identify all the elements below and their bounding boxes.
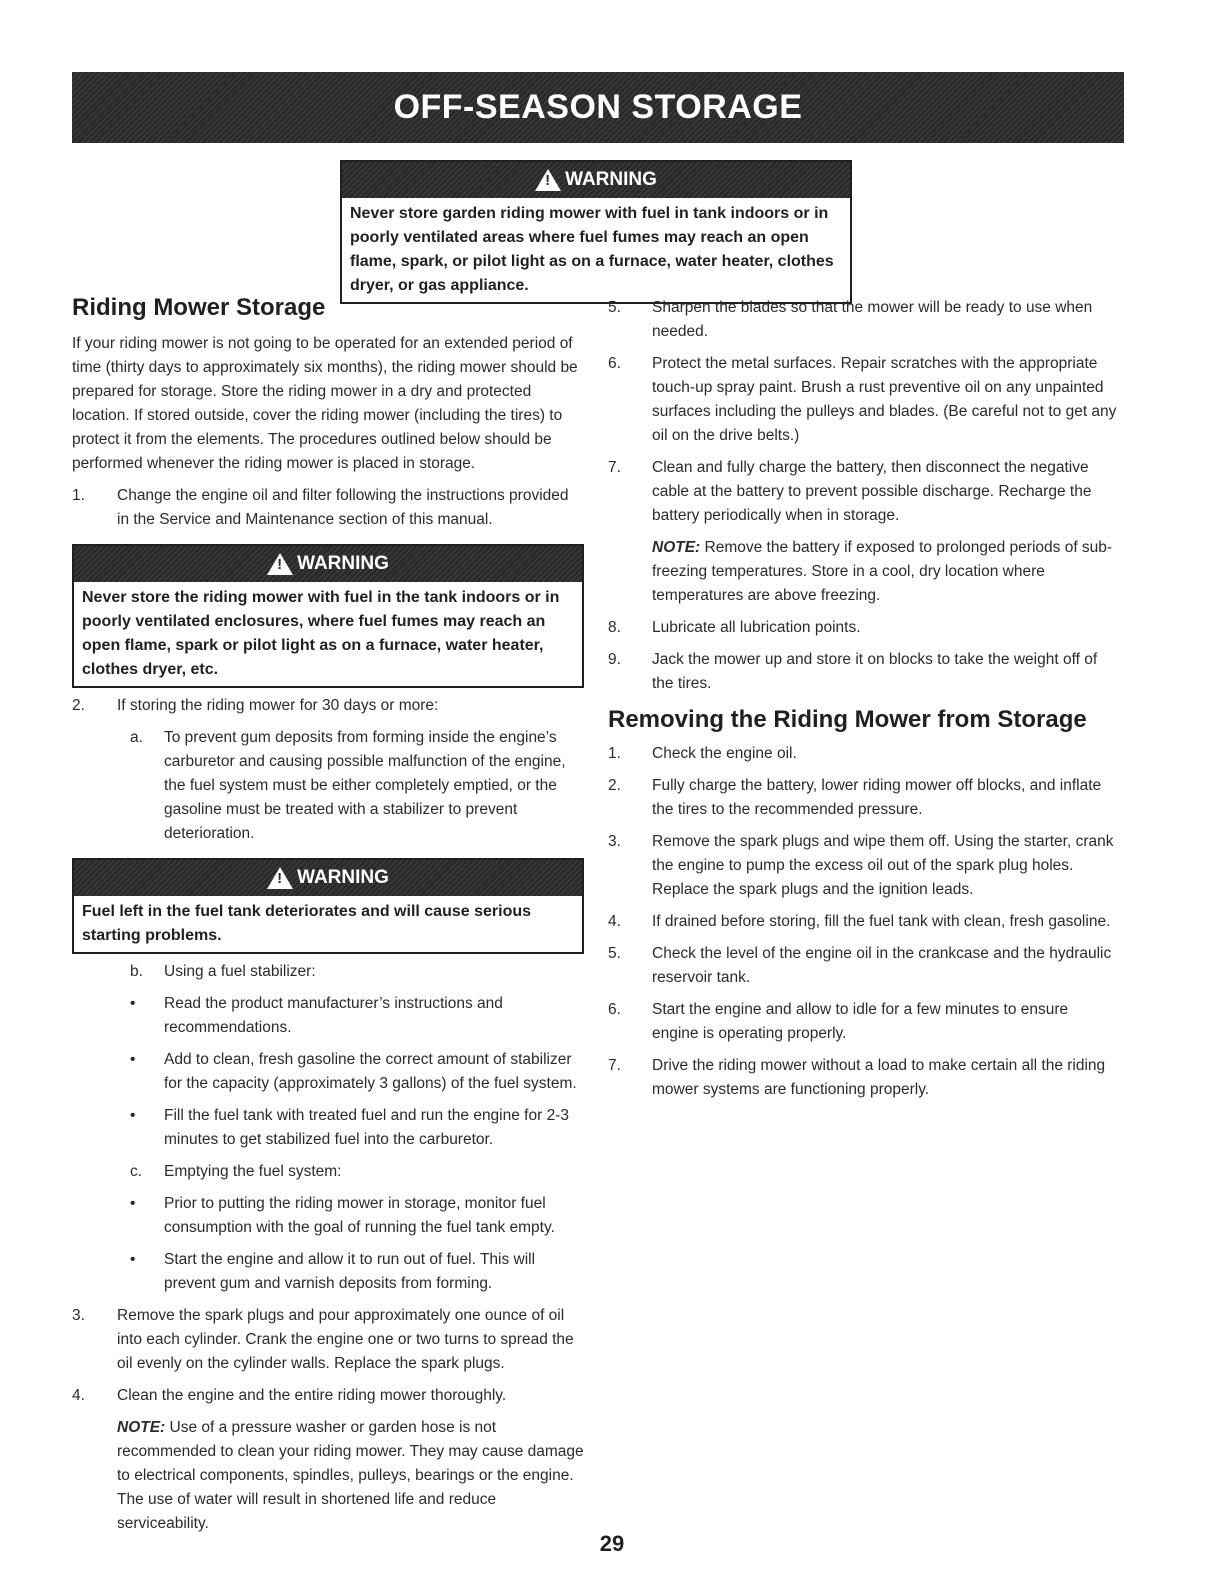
bullet-icon: •: [130, 995, 136, 1012]
left-column: [72, 296, 584, 1536]
list-item: [608, 942, 1118, 990]
page-title: OFF-SEASON STORAGE: [393, 88, 803, 126]
warning-triangle-icon: !: [267, 553, 293, 575]
section-title-riding-mower-storage: Riding Mower Storage: [72, 294, 326, 321]
list-item-step-3: [72, 1304, 584, 1376]
step-text: Start the engine and allow to idle for a few minutes to ensure engine is operating properly.: [652, 1001, 1069, 1042]
right-column: [608, 296, 1118, 1110]
list-item-step-9: [608, 648, 1118, 696]
warning-box-middle: [72, 544, 584, 688]
step-text: Using a fuel stabilizer:: [164, 963, 316, 980]
list-item: [608, 774, 1118, 822]
step-text: Change the engine oil and filter following the instructions provided in the Service and Maintenance section of this manual.: [117, 487, 569, 528]
step-text: If storing the riding mower for 30 days or more:: [117, 697, 439, 714]
bullet-icon: •: [130, 1251, 136, 1268]
warning-text: Never store garden riding mower with fuel in tank indoors or in poorly ventilated areas where fuel fumes may reach an open flame, spark, or pilot light as on a furnace, water heater, clothes dryer, or gas appliance.: [350, 205, 834, 294]
step-text: Clean and fully charge the battery, then disconnect the negative cable at the battery to prevent possible discharge. Recharge the battery periodically when in storage.: [652, 459, 1092, 524]
step-text: Clean the engine and the entire riding mower thoroughly.: [117, 1387, 507, 1404]
step-text: Lubricate all lubrication points.: [652, 619, 861, 636]
step-number: 1.: [608, 745, 621, 762]
step-number: 1.: [72, 487, 85, 504]
bullet-text: Fill the fuel tank with treated fuel and run the engine for 2-3 minutes to get stabilized fuel into the carburetor.: [164, 1107, 569, 1148]
note-text: Use of a pressure washer or garden hose is not recommended to clean your riding mower. They may cause damage to electrical components, spindles, pulleys, bearings or the engine. The use of water will result in shortened life and reduce serviceability.: [117, 1419, 584, 1532]
list-item-step-2a: [72, 726, 584, 846]
bullet-item: [72, 1192, 584, 1240]
list-item-step-4: [72, 1384, 584, 1408]
step-number: 6.: [608, 355, 621, 372]
step-number: 3.: [72, 1307, 85, 1324]
note-step-4: [72, 1416, 584, 1536]
step-text: Remove the spark plugs and pour approximately one ounce of oil into each cylinder. Crank the engine one or two turns to spread the oil evenly on the cylinder walls. Replace the spark plugs.: [117, 1307, 574, 1372]
step-text: Emptying the fuel system:: [164, 1163, 342, 1180]
step-letter: b.: [130, 963, 143, 980]
step-number: 5.: [608, 299, 621, 316]
warning-triangle-icon: !: [535, 169, 561, 191]
step-text: Check the engine oil.: [652, 745, 797, 762]
list-item: [608, 998, 1118, 1046]
list-item-step-2: [72, 694, 584, 718]
list-item-step-6: [608, 352, 1118, 448]
step-letter: a.: [130, 729, 143, 746]
step-text: Sharpen the blades so that the mower will be ready to use when needed.: [652, 299, 1093, 340]
section-title-removing-from-storage: Removing the Riding Mower from Storage: [608, 706, 1087, 733]
page-number: 29: [599, 1531, 625, 1556]
step-text: Jack the mower up and store it on blocks to take the weight off of the tires.: [652, 651, 1098, 692]
bullet-text: Add to clean, fresh gasoline the correct amount of stabilizer for the capacity (approximately 3 gallons) of the fuel system.: [164, 1051, 577, 1092]
bullet-item: [72, 1048, 584, 1096]
step-number: 5.: [608, 945, 621, 962]
bullet-item: [72, 1248, 584, 1296]
step-text: Protect the metal surfaces. Repair scratches with the appropriate touch-up spray paint. Brush a rust preventive oil on any unpainted surfaces including the pulleys and blades. (Be careful not to get any oil on the drive belts.): [652, 355, 1117, 444]
warning-header: [74, 546, 582, 582]
step-letter: c.: [130, 1163, 143, 1180]
warning-box-top: [340, 160, 852, 304]
bullet-icon: •: [130, 1107, 136, 1124]
step-text: Fully charge the battery, lower riding mower off blocks, and inflate the tires to the recommended pressure.: [652, 777, 1102, 818]
note-text: Remove the battery if exposed to prolonged periods of sub-freezing temperatures. Store in a cool, dry location where temperatures are above freezing.: [652, 539, 1113, 604]
list-item: [608, 830, 1118, 902]
bullet-text: Start the engine and allow it to run out of fuel. This will prevent gum and varnish deposits from forming.: [164, 1251, 536, 1292]
step-text: If drained before storing, fill the fuel tank with clean, fresh gasoline.: [652, 913, 1111, 930]
warning-label: WARNING: [565, 169, 657, 190]
note-label: NOTE:: [117, 1419, 166, 1436]
warning-box-fuel: [72, 858, 584, 954]
step-number: 8.: [608, 619, 621, 636]
step-number: 3.: [608, 833, 621, 850]
step-number: 7.: [608, 459, 621, 476]
list-item-step-1: [72, 484, 584, 532]
step-number: 7.: [608, 1057, 621, 1074]
list-item-step-2c: [72, 1160, 584, 1184]
section-header-bar: [72, 72, 1124, 143]
warning-triangle-icon: !: [267, 867, 293, 889]
list-item-step-8: [608, 616, 1118, 640]
warning-text: Fuel left in the fuel tank deteriorates and will cause serious starting problems.: [82, 903, 532, 944]
note-step-7: [608, 536, 1118, 608]
step-number: 2.: [72, 697, 85, 714]
step-number: 4.: [608, 913, 621, 930]
step-number: 4.: [72, 1387, 85, 1404]
bullet-item: [72, 992, 584, 1040]
list-item-step-5: [608, 296, 1118, 344]
list-item: [608, 742, 1118, 766]
step-text: Remove the spark plugs and wipe them off. Using the starter, crank the engine to pump the excess oil out of the spark plug holes. Replace the spark plugs and the ignition leads.: [652, 833, 1114, 898]
step-text: Check the level of the engine oil in the crankcase and the hydraulic reservoir tank.: [652, 945, 1112, 986]
bullet-text: Read the product manufacturer’s instructions and recommendations.: [164, 995, 503, 1036]
note-label: NOTE:: [652, 539, 701, 556]
list-item: [608, 1054, 1118, 1102]
intro-paragraph: If your riding mower is not going to be operated for an extended period of time (thirty days to approximately six months), the riding mower should be prepared for storage. Store the riding mower in a dry and protected location. If stored outside, cover the riding mower (including the tires) to protect it from the elements. The procedures outlined below should be performed whenever the riding mower is placed in storage.: [72, 335, 578, 472]
step-number: 9.: [608, 651, 621, 668]
bullet-item: [72, 1104, 584, 1152]
list-item: [608, 910, 1118, 934]
step-text: To prevent gum deposits from forming inside the engine’s carburetor and causing possible malfunction of the engine, the fuel system must be either completely emptied, or the gasoline must be treated with a stabilizer to prevent deterioration.: [164, 729, 566, 842]
bullet-text: Prior to putting the riding mower in storage, monitor fuel consumption with the goal of running the fuel tank empty.: [164, 1195, 555, 1236]
bullet-icon: •: [130, 1051, 136, 1068]
step-number: 6.: [608, 1001, 621, 1018]
list-item-step-2b: [72, 960, 584, 984]
warning-label: WARNING: [297, 553, 389, 574]
step-number: 2.: [608, 777, 621, 794]
step-text: Drive the riding mower without a load to make certain all the riding mower systems are functioning properly.: [652, 1057, 1106, 1098]
list-item-step-7: [608, 456, 1118, 528]
warning-label: WARNING: [297, 867, 389, 888]
warning-header: [342, 162, 850, 198]
bullet-icon: •: [130, 1195, 136, 1212]
warning-header: [74, 860, 582, 896]
warning-text: Never store the riding mower with fuel in the tank indoors or in poorly ventilated enclosures, where fuel fumes may reach an open flame, spark or pilot light as on a furnace, water heater, clothes dryer, etc.: [82, 589, 560, 678]
